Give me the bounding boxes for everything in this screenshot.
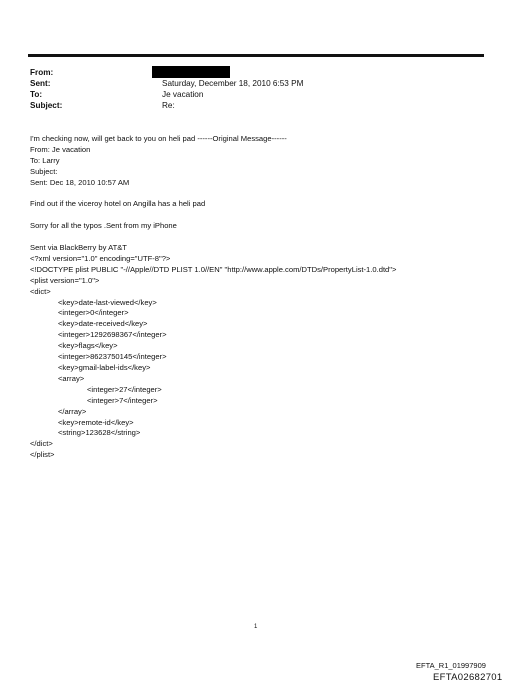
sent-row <box>30 78 304 89</box>
xml-line: <integer>8623750145</integer> <box>58 352 167 362</box>
xml-line: <plist version="1.0"> <box>30 275 100 285</box>
subject-value: Re: <box>162 101 175 110</box>
original-to: To: Larry <box>30 155 60 165</box>
original-subject: Subject: <box>30 166 58 176</box>
xml-line: <integer>1292698367</integer> <box>58 330 167 340</box>
xml-line: <?xml version="1.0" encoding="UTF-8"?> <box>30 253 171 263</box>
original-from: From: Je vacation <box>30 144 91 154</box>
xml-line: <string>123628</string> <box>58 428 141 438</box>
subject-label: Subject: <box>30 101 63 110</box>
sent-label: Sent: <box>30 79 51 88</box>
xml-line: </dict> <box>30 439 53 449</box>
xml-line: <key>flags</key> <box>58 341 118 351</box>
xml-line: <key>remote-id</key> <box>58 417 134 427</box>
original-message: Find out if the viceroy hotel on Angilla has a heli pad <box>30 199 206 209</box>
xml-line: <array> <box>58 373 85 383</box>
bates-number-secondary: EFTA02682701 <box>433 672 503 683</box>
bates-number-primary: EFTA_R1_01997909 <box>416 661 486 670</box>
email-body <box>30 134 480 461</box>
page-number: 1 <box>254 624 258 630</box>
xml-line: <key>date-last-viewed</key> <box>58 297 157 307</box>
from-label: From: <box>30 68 54 77</box>
xml-line: </plist> <box>30 450 55 460</box>
redaction-block <box>152 66 230 78</box>
subject-row <box>30 100 175 111</box>
signature-line: Sorry for all the typos .Sent from my iPhone <box>30 221 177 231</box>
blackberry-line: Sent via BlackBerry by AT&T <box>30 243 127 253</box>
to-label: To: <box>30 90 43 99</box>
xml-line: <integer>0</integer> <box>58 308 129 318</box>
original-sent: Sent: Dec 18, 2010 10:57 AM <box>30 177 130 187</box>
top-rule <box>28 54 484 57</box>
xml-line: <key>date-received</key> <box>58 319 148 329</box>
xml-line: <integer>27</integer> <box>87 384 162 394</box>
from-row <box>30 67 53 78</box>
xml-line: </array> <box>58 406 87 416</box>
xml-line: <integer>7</integer> <box>87 395 158 405</box>
xml-line: <!DOCTYPE plist PUBLIC "-//Apple//DTD PLIST 1.0//EN" "http://www.apple.com/DTDs/PropertyList-1.0.dtd"> <box>30 264 397 274</box>
to-row <box>30 89 204 100</box>
to-value: Je vacation <box>162 90 204 99</box>
sent-value: Saturday, December 18, 2010 6:53 PM <box>162 79 304 88</box>
xml-line: <key>gmail-label-ids</key> <box>58 362 151 372</box>
reply-line: I'm checking now, will get back to you on heli pad ------Original Message------ <box>30 134 287 143</box>
xml-line: <dict> <box>30 286 51 296</box>
